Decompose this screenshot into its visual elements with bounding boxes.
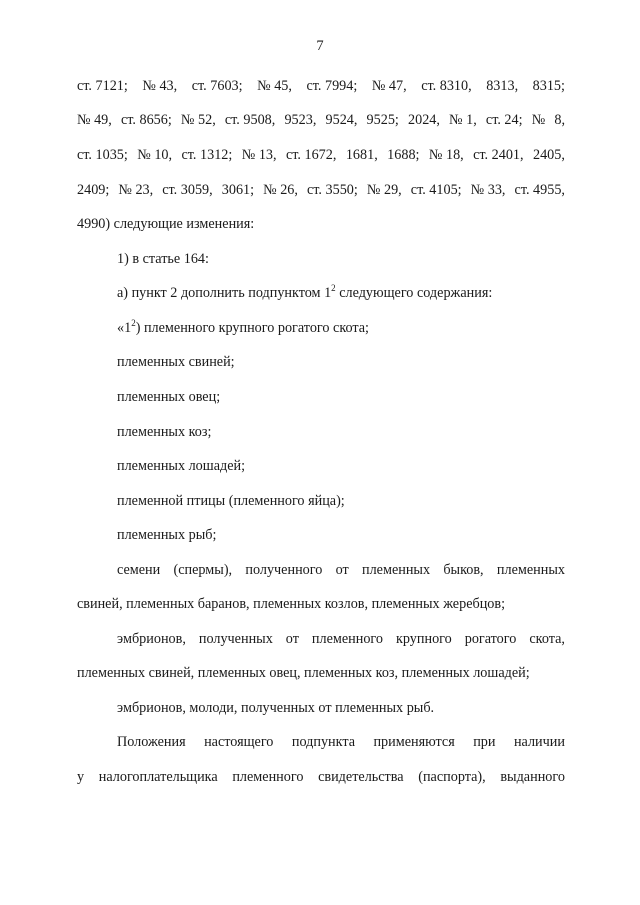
text-token: № 47, [371, 78, 407, 94]
text-token: ст. 3059, [162, 182, 213, 198]
text-token: № [531, 112, 546, 128]
text-token: семени [117, 562, 161, 578]
text-token: от [285, 631, 299, 647]
text-token: эмбрионов, [117, 631, 186, 647]
text-token: налогоплательщика [98, 769, 218, 785]
text-token: Положения [117, 734, 186, 750]
text-token: ст. 1035; [77, 147, 128, 163]
text-token: 2024, [408, 112, 440, 128]
text-token: 2405, [532, 147, 565, 163]
embryos-line-1 [117, 629, 565, 649]
list-item: племенной птицы (племенного яйца); [117, 493, 345, 509]
text-token: № 1, [449, 112, 477, 128]
text-token: ст. 7121; [77, 78, 128, 94]
text-token: племенного [232, 769, 304, 785]
citation-line-3 [77, 145, 565, 165]
citation-line-1 [77, 76, 565, 96]
text-token: № 45, [257, 78, 292, 94]
text-token: наличии [513, 734, 565, 750]
text-token: полученного [245, 562, 323, 578]
superscript: 2 [331, 283, 336, 293]
text-token: № 52, [180, 112, 216, 128]
provisions-line-2 [77, 767, 565, 787]
text-token: быков, [443, 562, 484, 578]
provisions-line-1 [117, 732, 565, 752]
text-token: применяются [373, 734, 455, 750]
text-token: № 29, [366, 182, 402, 198]
list-item: племенных овец; [117, 389, 221, 405]
text-token: № 10, [137, 147, 173, 163]
superscript: 2 [131, 318, 136, 328]
text-token: 8313, [486, 78, 519, 94]
citation-line-2 [77, 110, 565, 130]
text-token: ст. 9508, [224, 112, 276, 128]
text-token: № 13, [241, 147, 277, 163]
text-token: крупного [396, 631, 452, 647]
page-number: 7 [316, 38, 324, 54]
text-token: ст. 7994; [306, 78, 358, 94]
fish-embryos: эмбрионов, молоди, полученных от племенных рыб. [117, 700, 435, 716]
text-token: 9523, [284, 112, 317, 128]
text-token: ст. 2401, [473, 147, 524, 163]
item-a [117, 283, 565, 303]
text-token: 2409; [77, 182, 110, 198]
text-token: у [77, 769, 85, 785]
text-token: следующего содержания: [335, 285, 493, 301]
text-token: 1681, [345, 147, 378, 163]
text-token: ст. 7603; [191, 78, 243, 94]
text-token: 9524, [325, 112, 358, 128]
text-token: 1688; [387, 147, 420, 163]
text-token: настоящего [204, 734, 274, 750]
text-token: свидетельства [318, 769, 404, 785]
subitem-first [117, 318, 565, 338]
text-token: а) пункт 2 дополнить подпунктом 1 [117, 285, 332, 301]
embryos-line-2: племенных свиней, племенных овец, племенных коз, племенных лошадей; [77, 665, 530, 681]
text-token: 3061; [221, 182, 255, 198]
text-token: ) племенного крупного рогатого скота; [135, 320, 370, 336]
text-token: племенных [362, 562, 431, 578]
text-token: племенного [311, 631, 383, 647]
text-token: ст. 4105; [410, 182, 462, 198]
text-token: ст. 4955, [514, 182, 565, 198]
text-token: полученных [198, 631, 273, 647]
text-token: ст. 24; [485, 112, 523, 128]
text-token: (паспорта), [418, 769, 486, 785]
text-token: № 18, [428, 147, 464, 163]
text-token: 9525; [366, 112, 399, 128]
text-token: при [473, 734, 496, 750]
item-1: 1) в статье 164: [117, 251, 209, 267]
text-token: скота, [529, 631, 565, 647]
text-token: 8315; [532, 78, 565, 94]
list-item: племенных свиней; [117, 354, 235, 370]
text-token: ст. 3550; [307, 182, 358, 198]
list-item: племенных лошадей; [117, 458, 246, 474]
text-token: племенных [496, 562, 565, 578]
citation-line-4 [77, 180, 565, 200]
text-token: ст. 1672, [285, 147, 337, 163]
text-token: № 49, [77, 112, 112, 128]
text-token: рогатого [464, 631, 517, 647]
text-token: ст. 8656; [120, 112, 172, 128]
text-token: «1 [117, 320, 132, 336]
text-token: от [335, 562, 349, 578]
semen-line-1 [117, 560, 565, 580]
list-item: племенных рыб; [117, 527, 217, 543]
semen-line-2: свиней, племенных баранов, племенных козлов, племенных жеребцов; [77, 596, 506, 612]
list-item: племенных коз; [117, 424, 212, 440]
text-token: ст. 8310, [421, 78, 472, 94]
text-token: (спермы), [173, 562, 233, 578]
text-token: подпункта [291, 734, 356, 750]
citation-line-5: 4990) следующие изменения: [77, 216, 255, 232]
text-token: № 26, [263, 182, 298, 198]
text-token: выданного [500, 769, 565, 785]
text-token: № 33, [470, 182, 506, 198]
text-token: № 43, [142, 78, 178, 94]
text-token: № 23, [118, 182, 154, 198]
text-token: 8, [554, 112, 565, 128]
text-token: ст. 1312; [181, 147, 233, 163]
